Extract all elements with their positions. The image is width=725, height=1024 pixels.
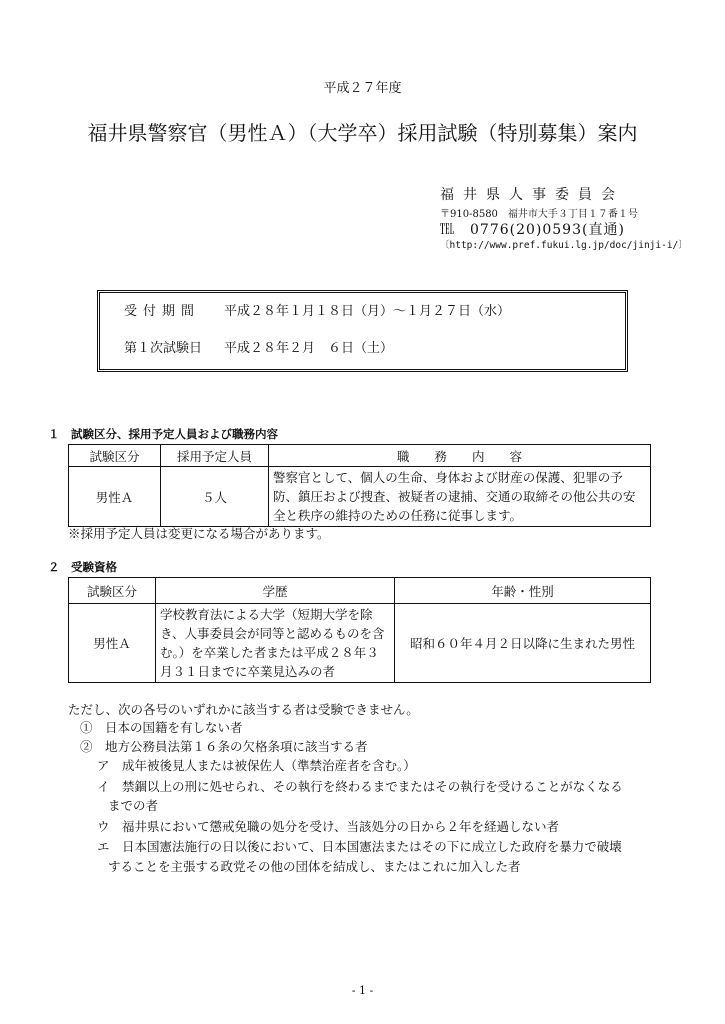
table-row: [69, 467, 651, 527]
schedule-value: 平成２８年２月 ６日（土）: [224, 341, 394, 356]
org-name: 福井県人事委員会: [440, 187, 624, 203]
table-cell: 学校教育法による大学（短期大学を除き、人事委員会が同等と認めるものを含む。）を卒業した者または平成２８年３月３１日までに卒業見込みの者: [156, 604, 395, 683]
org-address: 〒910-8580 福井市大手３丁目１７番１号: [440, 209, 638, 220]
table-header: 採用予定人員: [161, 445, 269, 467]
schedule-row: [124, 337, 393, 356]
schedule-row: [124, 300, 510, 319]
qualification-table: [68, 577, 651, 683]
sub-item-cont: することを主張する政党その他の団体を結成し、またはこれに加入した者: [108, 859, 521, 874]
schedule-value: 平成２８年１月１８日（月）～１月２７日（水）: [224, 304, 511, 319]
table-header: 学歴: [156, 578, 395, 604]
sub-item: エ 日本国憲法施行の日以後において、日本国憲法またはその下に成立した政府を暴力で破壊: [97, 839, 622, 854]
schedule-label: 受付期間: [124, 304, 201, 319]
section2-heading: ２ 受験資格: [48, 560, 117, 574]
org-url[interactable]: 〔http://www.pref.fukui.lg.jp/doc/jinji-i/〕: [440, 240, 688, 251]
page-number: - 1 -: [351, 984, 374, 997]
table-row: [69, 604, 651, 683]
sub-item-cont: までの者: [108, 798, 159, 813]
duties-table: [68, 444, 651, 527]
list-item: ① 日本の国籍を有しない者: [80, 720, 243, 735]
list-item: ② 地方公務員法第１６条の欠格条項に該当する者: [80, 739, 368, 754]
table-cell: 男性Ａ: [69, 604, 156, 683]
section1-heading: １ 試験区分、採用予定人員および職務内容: [48, 427, 278, 441]
table-cell: ５人: [161, 467, 269, 527]
schedule-box: [97, 290, 628, 372]
org-tel: ℡ 0776(20)0593(直通): [440, 222, 625, 238]
sub-item: ウ 福井県において懲戒免職の処分を受け、当該処分の日から２年を経過しない者: [97, 819, 560, 834]
fiscal-year: 平成２７年度: [323, 81, 402, 96]
table-header: 職 務 内 容: [269, 445, 651, 467]
table-header: 試験区分: [69, 445, 161, 467]
table-cell: 警察官として、個人の生命、身体および財産の保護、犯罪の予防、鎮圧および捜査、被疑者の逮捕、交通の取締その他公共の安全と秩序の維持のための任務に従事します。: [269, 467, 651, 527]
note: ※採用予定人員は変更になる場合があります。: [68, 526, 330, 541]
sub-item: ア 成年被後見人または被保佐人（準禁治産者を含む。）: [97, 758, 416, 773]
sub-item: イ 禁錮以上の刑に処せられ、その執行を終わるまでまたはその執行を受けることがなくなる: [97, 779, 623, 794]
schedule-label: 第１次試験日: [124, 341, 203, 356]
document-title: 福井県警察官（男性Ａ）（大学卒）採用試験（特別募集）案内: [87, 121, 638, 145]
table-cell: 昭和６０年４月２日以降に生まれた男性: [395, 604, 651, 683]
disqualification-intro: ただし、次の各号のいずれかに該当する者は受験できません。: [68, 702, 419, 717]
table-header: 年齢・性別: [395, 578, 651, 604]
table-cell: 男性Ａ: [69, 467, 161, 527]
table-header: 試験区分: [69, 578, 156, 604]
